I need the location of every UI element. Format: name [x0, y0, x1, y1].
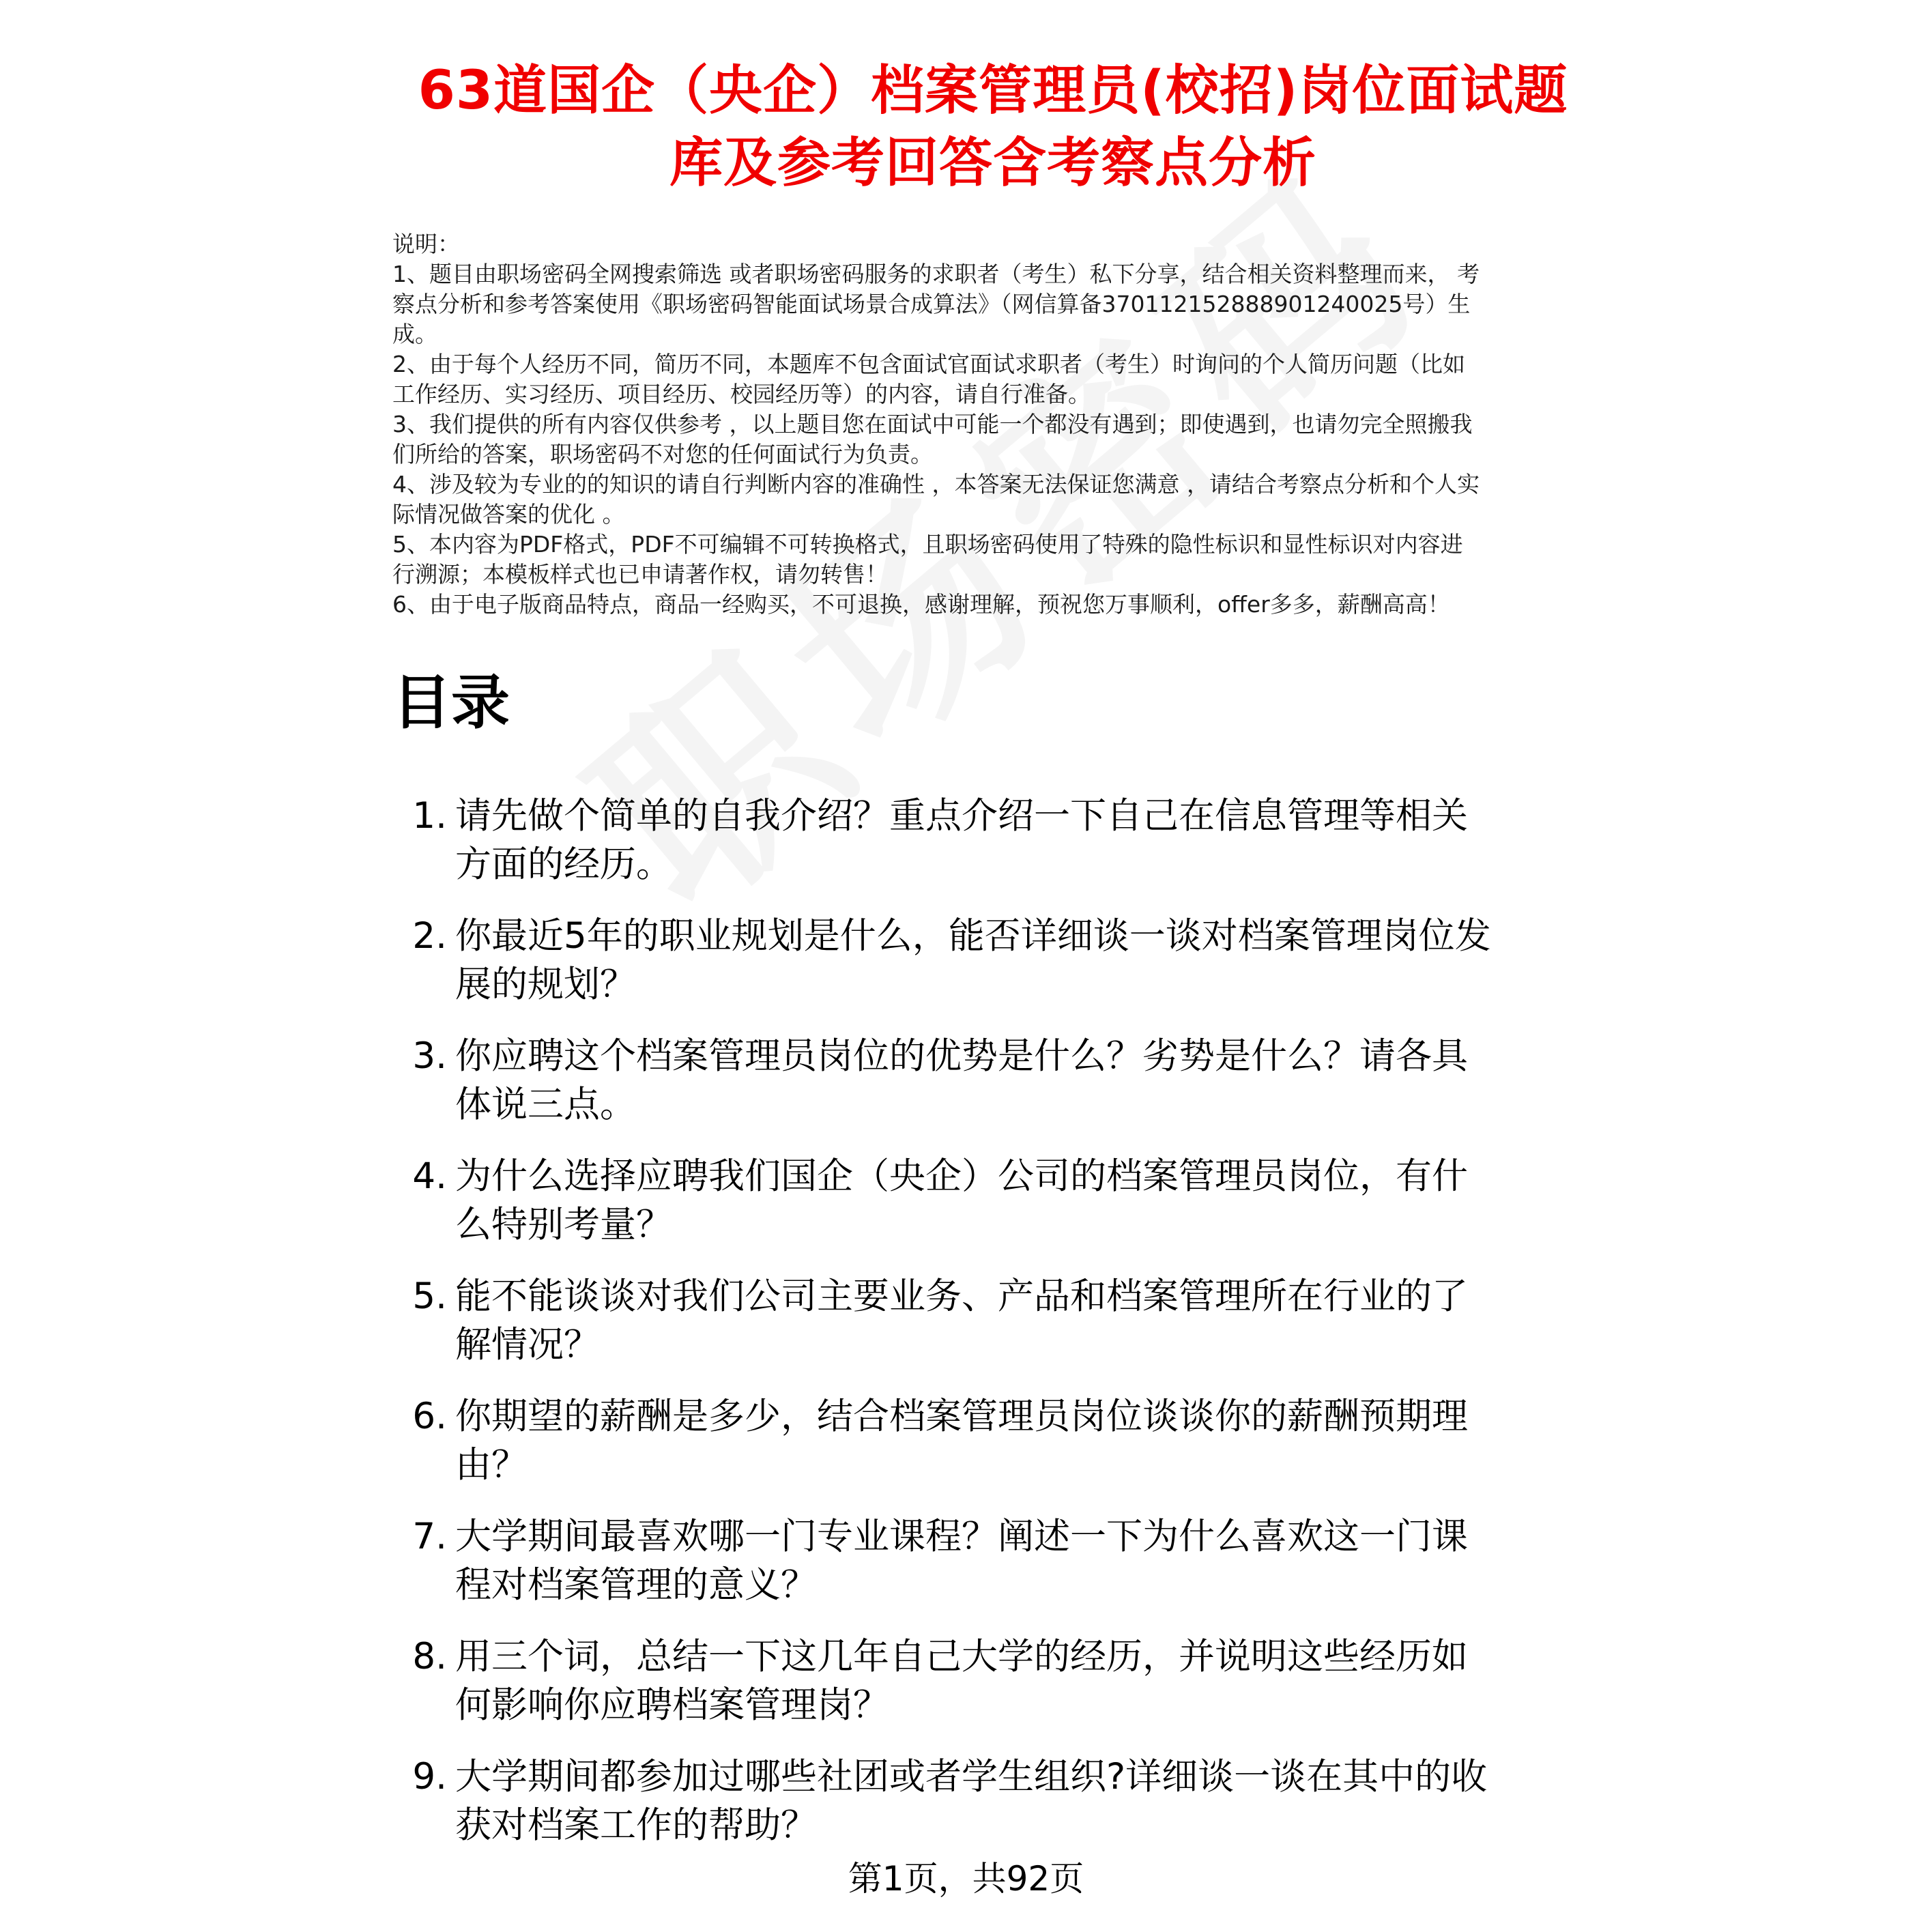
- toc-item[interactable]: [392, 1632, 1614, 1729]
- toc-item[interactable]: [392, 912, 1614, 1009]
- toc-item-text: [392, 1632, 1614, 1729]
- toc-item-text: [392, 1753, 1614, 1849]
- note-line: 工作经历、实习经历、项目经历、校园经历等）的内容，请自行准备。: [392, 381, 1091, 407]
- toc-item-number: 3.: [412, 1035, 447, 1077]
- toc-item-line: 你最近5年的职业规划是什么，能否详细谈一谈对档案管理岗位发: [455, 915, 1491, 957]
- note-line: 4、涉及较为专业的的知识的请自行判断内容的准确性 ，本答案无法保证您满意 ，请结合考察点分析和个人实: [392, 471, 1480, 498]
- toc-item-line: 体说三点。: [455, 1084, 636, 1125]
- toc-item-line: 获对档案工作的帮助？: [455, 1804, 817, 1846]
- toc-item-text: [392, 1512, 1614, 1609]
- toc-item-number: 9.: [412, 1756, 447, 1798]
- notes-heading: 说明：: [392, 231, 460, 257]
- toc-item-text: [392, 792, 1614, 889]
- toc-item-line: 何影响你应聘档案管理岗？: [455, 1684, 889, 1726]
- toc-item-number: 7.: [412, 1516, 447, 1557]
- note-line: 1、题目由职场密码全网搜索筛选 或者职场密码服务的求职者（考生）私下分享，结合相关资料整理而来， 考: [392, 261, 1480, 287]
- toc-item-line: 展的规划？: [455, 964, 636, 1005]
- toc-list: [392, 792, 1614, 1873]
- toc-item-number: 4.: [412, 1155, 447, 1197]
- note-line: 2、由于每个人经历不同，简历不同，本题库不包含面试官面试求职者（考生）时询问的个人简历问题（比如: [392, 351, 1465, 377]
- note-line: 们所给的答案，职场密码不对您的任何面试行为负责。: [392, 441, 933, 467]
- toc-item-number: 1.: [412, 795, 447, 837]
- toc-item-line: 能不能谈谈对我们公司主要业务、产品和档案管理所在行业的了: [455, 1275, 1468, 1317]
- toc-heading: 目录: [392, 669, 510, 737]
- toc-item[interactable]: [392, 1753, 1614, 1849]
- toc-item[interactable]: [392, 1032, 1614, 1129]
- toc-item-line: 为什么选择应聘我们国企（央企）公司的档案管理员岗位，有什: [455, 1155, 1468, 1197]
- note-line: 5、本内容为PDF格式，PDF不可编辑不可转换格式，且职场密码使用了特殊的隐性标识和显性标识对内容进: [392, 531, 1463, 558]
- toc-item-line: 么特别考量？: [455, 1204, 672, 1245]
- toc-item[interactable]: [392, 1512, 1614, 1609]
- toc-item-number: 8.: [412, 1636, 447, 1677]
- toc-item-line: 请先做个简单的自我介绍？重点介绍一下自己在信息管理等相关: [455, 795, 1468, 837]
- note-line: 察点分析和参考答案使用《职场密码智能面试场景合成算法》（网信算备370112152888901240025号）生: [392, 291, 1471, 317]
- toc-item[interactable]: [392, 1392, 1614, 1489]
- note-line: 际情况做答案的优化 。: [392, 501, 625, 528]
- toc-item[interactable]: [392, 1272, 1614, 1369]
- note-line: 3、我们提供的所有内容仅供参考 ，以上题目您在面试中可能一个都没有遇到；即使遇到，也请勿完全照搬我: [392, 411, 1473, 437]
- toc-item[interactable]: [392, 1152, 1614, 1249]
- toc-item-text: [392, 1272, 1614, 1369]
- toc-item-line: 用三个词，总结一下这几年自己大学的经历，并说明这些经历如: [455, 1636, 1468, 1677]
- notes-section: [392, 229, 1607, 620]
- toc-item-number: 5.: [412, 1275, 447, 1317]
- toc-item-text: [392, 1032, 1614, 1129]
- toc-item-text: [392, 1392, 1614, 1489]
- toc-item-line: 程对档案管理的意义？: [455, 1564, 817, 1606]
- toc-item-line: 由？: [455, 1444, 528, 1486]
- page-footer: 第1页，共92页: [848, 1859, 1084, 1899]
- toc-item-line: 大学期间最喜欢哪一门专业课程？阐述一下为什么喜欢这一门课: [455, 1516, 1468, 1557]
- toc-item-number: 2.: [412, 915, 447, 957]
- toc-item-line: 你期望的薪酬是多少，结合档案管理员岗位谈谈你的薪酬预期理: [455, 1396, 1468, 1437]
- note-line: 6、由于电子版商品特点，商品一经购买，不可退换，感谢理解，预祝您万事顺利，offer多多，薪酬高高！: [392, 591, 1450, 618]
- title-line-1: 63道国企（央企）档案管理员(校招)岗位面试题: [418, 60, 1568, 121]
- title-line-2: 库及参考回答含考察点分析: [669, 132, 1316, 194]
- toc-item-text: [392, 1152, 1614, 1249]
- toc-item-line: 解情况？: [455, 1324, 600, 1366]
- note-line: 成。: [392, 321, 437, 347]
- toc-item-line: 大学期间都参加过哪些社团或者学生组织?详细谈一谈在其中的收: [455, 1756, 1488, 1798]
- toc-item-number: 6.: [412, 1396, 447, 1437]
- toc-item-line: 方面的经历。: [455, 844, 672, 885]
- toc-item-text: [392, 912, 1614, 1009]
- toc-item-line: 你应聘这个档案管理员岗位的优势是什么？劣势是什么？请各具: [455, 1035, 1468, 1077]
- note-line: 行溯源；本模板样式也已申请著作权，请勿转售！: [392, 561, 888, 588]
- toc-item[interactable]: [392, 792, 1614, 889]
- document-title: [382, 55, 1604, 199]
